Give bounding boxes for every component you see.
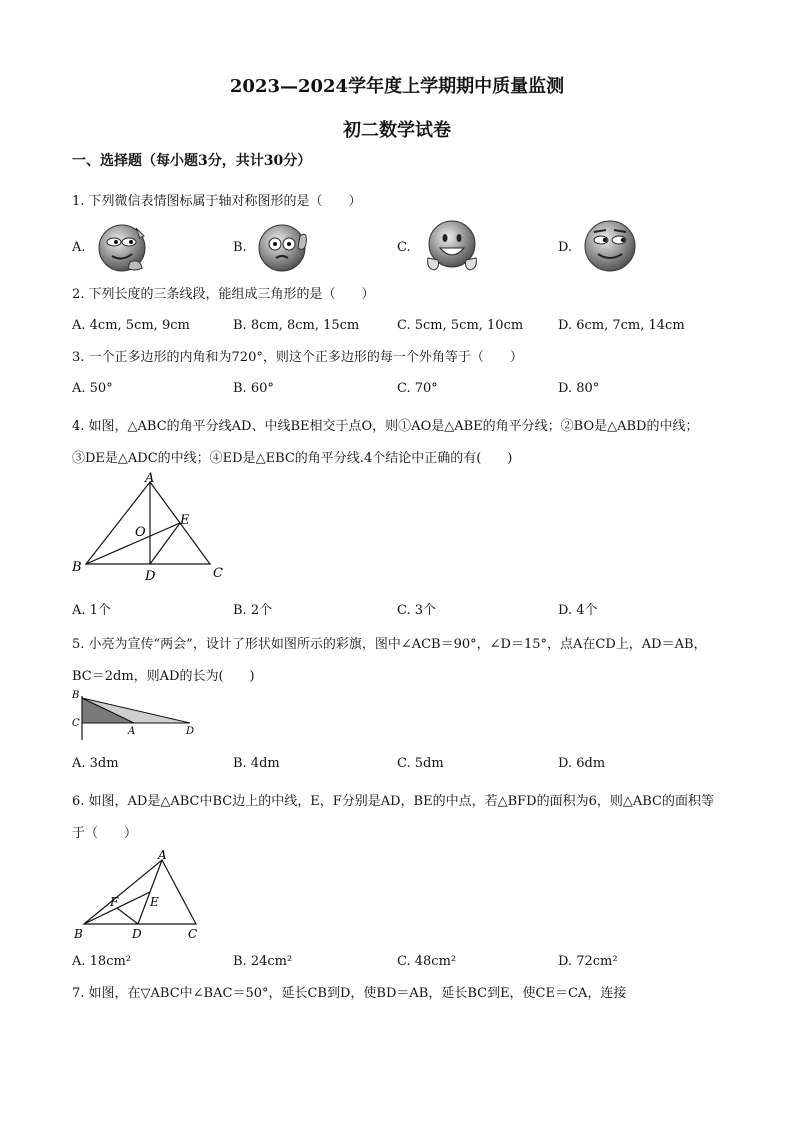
question-5-stem: 5. 小亮为宣传“两会”，设计了形状如图所示的彩旗，图中∠ACB＝90°，∠D＝15°，点A在CD上，AD＝AB，BC＝2dm，则AD的长为( ): [72, 637, 707, 684]
option-b: B. 4dm: [233, 756, 280, 771]
question-1-stem: 1. 下列微信表情图标属于轴对称图形的是（ ）: [72, 194, 362, 209]
question-2-options: [72, 318, 722, 338]
option-c: C. 70°: [397, 381, 438, 396]
label-a: A: [158, 848, 167, 862]
option-d-label: D.: [558, 240, 573, 255]
question-4-options: [72, 599, 722, 619]
hands-up-emoji-icon: [424, 218, 480, 274]
question-2-stem: 2. 下列长度的三条线段，能组成三角形的是（ ）: [72, 287, 375, 302]
option-c-label: C.: [397, 240, 411, 255]
question-5-options: [72, 756, 722, 776]
option-a: A. 3dm: [72, 756, 119, 771]
option-d: D. 6dm: [558, 756, 606, 771]
question-7-stem: 7. 如图，在▽ABC中∠BAC＝50°，延长CB到D，使BD＝AB，延长BC到E，使CE＝CA，连接: [72, 986, 627, 1001]
question-3-options: [72, 381, 722, 401]
question-4-stem: 4. 如图，△ABC的角平分线AD、中线BE相交于点O，则①AO是△ABE的角平分线；②BO是△ABD的中线；③DE是△ADC的中线；④ED是△EBC的角平分线.4个结论中正确的有( ): [72, 419, 699, 466]
question-4-triangle-figure: [70, 470, 240, 585]
section-heading: 一、选择题（每小题3分，共计30分）: [72, 153, 312, 169]
label-a: A: [128, 726, 136, 737]
option-c: C. 3个: [397, 603, 437, 618]
label-e: E: [150, 895, 159, 909]
label-d: D: [132, 927, 142, 941]
option-b: B. 60°: [233, 381, 274, 396]
label-d: D: [145, 569, 156, 584]
nervous-emoji-icon: [256, 218, 312, 274]
side-eye-emoji-icon: [582, 218, 638, 274]
option-b: B. 2个: [233, 603, 273, 618]
option-b-label: B.: [233, 240, 247, 255]
label-c: C: [213, 566, 223, 581]
label-c: C: [188, 927, 198, 941]
question-5-flag-figure: [70, 686, 210, 742]
option-b: B. 8cm, 8cm, 15cm: [233, 318, 360, 333]
label-c: C: [72, 718, 80, 729]
exam-subtitle: 初二数学试卷: [343, 120, 451, 141]
label-b: B: [72, 560, 82, 575]
option-a: A. 1个: [72, 603, 111, 618]
option-c: C. 5dm: [397, 756, 444, 771]
option-d: D. 72cm²: [558, 954, 618, 969]
label-b: B: [74, 927, 83, 941]
option-a: A. 50°: [72, 381, 113, 396]
question-6-stem: 6. 如图，AD是△ABC中BC边上的中线，E，F分别是AD，BE的中点，若△BFD的面积为6，则△ABC的面积等于（ ）: [72, 794, 714, 841]
label-e: E: [180, 513, 190, 528]
label-a: A: [145, 471, 155, 486]
option-d: D. 80°: [558, 381, 600, 396]
option-a: A. 18cm²: [72, 954, 132, 969]
option-b: B. 24cm²: [233, 954, 293, 969]
option-d: D. 6cm, 7cm, 14cm: [558, 318, 685, 333]
exam-title: 2023—2024学年度上学期期中质量监测: [229, 76, 565, 97]
question-6-options: [72, 954, 722, 974]
option-a-label: A.: [72, 240, 86, 255]
label-b: B: [72, 690, 80, 701]
option-d: D. 4个: [558, 603, 598, 618]
label-d: D: [186, 726, 195, 737]
label-o: O: [135, 525, 146, 540]
option-c: C. 5cm, 5cm, 10cm: [397, 318, 524, 333]
smirk-emoji-icon: [96, 218, 152, 274]
question-6-triangle-figure: [70, 844, 210, 942]
option-c: C. 48cm²: [397, 954, 457, 969]
question-1-options: [72, 218, 722, 278]
question-3-stem: 3. 一个正多边形的内角和为720°，则这个正多边形的每一个外角等于（ ）: [72, 350, 523, 365]
option-a: A. 4cm, 5cm, 9cm: [72, 318, 190, 333]
label-f: F: [110, 895, 119, 909]
